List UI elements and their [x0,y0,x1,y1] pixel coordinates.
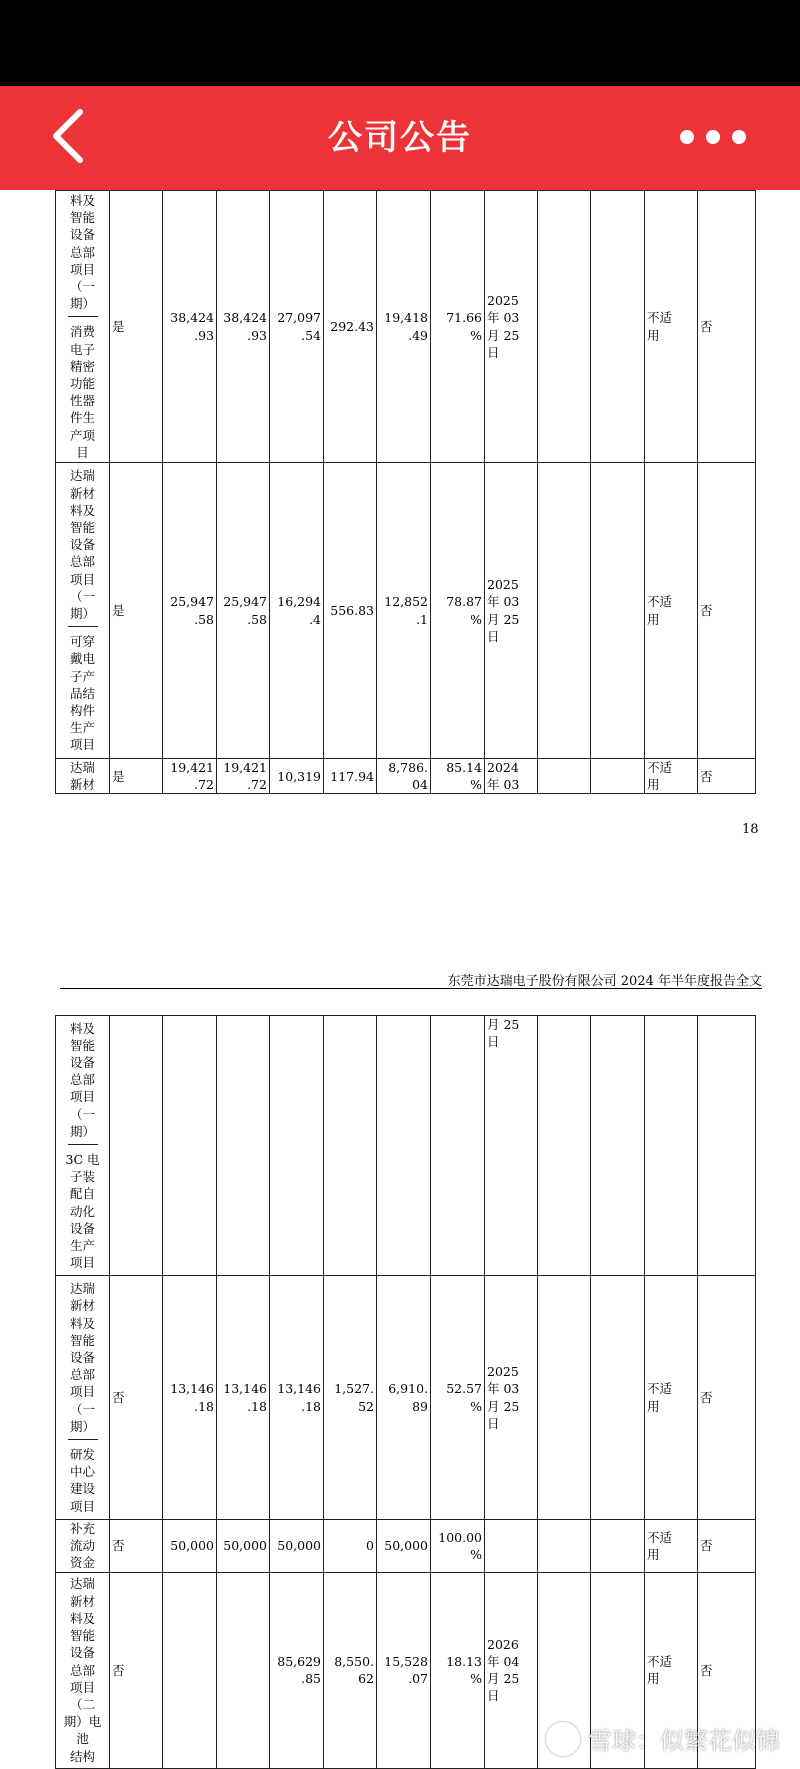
table-row [56,1016,756,1276]
feasibility-change: 否 [698,1520,756,1573]
period-invested: 0 [366,1538,374,1554]
period-amount: 10,319 [277,768,321,784]
empty-cell [538,463,591,759]
project-name-cell: 料及 智能 设备 总部 项目 （一 期） 3C 电 子装 配自 动化 设备 生产 项目 [56,1016,110,1276]
committed-amount: 50,000 [170,1538,214,1554]
empty-cell [591,1016,645,1276]
empty-cell [538,759,591,794]
empty-cell [591,1276,645,1520]
empty-cell [591,1520,645,1573]
empty-cell [377,1016,431,1276]
period-invested: 1,527. 52 [334,1381,374,1414]
period-amount: 13,146 .18 [277,1381,321,1414]
empty-cell [698,1016,756,1276]
table-row [56,1276,756,1520]
more-menu-button[interactable] [680,122,766,154]
period-invested: 292.43 [330,318,374,334]
empty-cell [270,1016,324,1276]
empty-cell [538,1520,591,1573]
empty-cell [591,463,645,759]
empty-cell [538,191,591,463]
committed-amount: 25,947 .58 [170,594,214,627]
progress-percent: 85.14 % [446,760,482,793]
not-applicable: 不适 用 [647,1529,673,1562]
empty-cell [163,1572,217,1768]
changed-cell: 否 [110,1276,163,1520]
period-amount: 85,629 .85 [277,1653,321,1687]
cumulative-amount: 12,852 .1 [384,594,428,627]
period-invested: 117.94 [330,768,374,784]
fund-usage-table-page1 [55,190,756,794]
status-bar [0,0,800,86]
changed-cell: 是 [110,759,163,794]
not-applicable: 不适 用 [647,310,673,343]
changed-cell: 是 [110,191,163,463]
ready-date: 2025 年 03 月 25 日 [487,577,520,644]
project-name-cell: 补充 流动 资金 [56,1520,110,1573]
adjusted-amount: 19,421 .72 [223,760,267,793]
adjusted-amount: 50,000 [223,1538,267,1554]
empty-cell [591,191,645,463]
empty-cell [485,1520,538,1573]
cumulative-amount: 15,528 .07 [384,1653,428,1687]
not-applicable: 不适 用 [647,1653,673,1687]
period-invested: 556.83 [330,602,374,618]
watermark [546,1721,780,1756]
empty-cell [217,1016,270,1276]
page-title: 公司公告 [328,118,472,158]
ready-date: 2024 年 03 [487,760,520,793]
period-amount: 27,097 .54 [277,310,321,343]
period-amount: 16,294 .4 [277,594,321,627]
project-name-cell: 达瑞 新材 [56,759,110,794]
empty-cell [431,1016,485,1276]
committed-amount: 38,424 .93 [170,310,214,343]
empty-cell [163,1016,217,1276]
cumulative-amount: 50,000 [384,1538,428,1554]
not-applicable: 不适 用 [647,1381,673,1414]
table-row [56,463,756,759]
empty-cell [591,759,645,794]
project-name-cell: 达瑞 新材 料及 智能 设备 总部 项目 （二 期）电池 结构 [56,1572,110,1768]
fund-usage-table-page2 [55,1015,756,1769]
project-name-cell: 达瑞 新材 料及 智能 设备 总部 项目 （一 期） 可穿 戴电 子产 品结 构件 生产 项目 [56,463,110,759]
feasibility-change: 否 [698,1276,756,1520]
ready-date: 2025 年 03 月 25 日 [487,1364,520,1431]
table-row [56,759,756,794]
feasibility-change: 否 [698,1572,756,1768]
report-header: 东莞市达瑞电子股份有限公司 2024 年半年度报告全文 [447,974,762,989]
changed-cell: 否 [110,1520,163,1573]
project-name-cell: 料及 智能 设备 总部 项目 （一 期） 消费 电子 精密 功能 性器 件生 产项 目 [56,191,110,463]
cumulative-amount: 8,786. 04 [388,760,428,793]
feasibility-change: 否 [698,191,756,463]
dot-icon [680,130,694,144]
progress-percent: 71.66 % [446,310,482,343]
not-applicable: 不适 用 [647,760,673,793]
ready-date: 月 25 日 [487,1017,520,1050]
header-divider [60,988,762,989]
page-number: 18 [742,822,759,837]
feasibility-change: 否 [698,463,756,759]
adjusted-amount: 38,424 .93 [223,310,267,343]
period-amount: 50,000 [277,1538,321,1554]
watermark-text: 雪球：似繁花似锦 [588,1727,780,1755]
project-name-cell: 达瑞 新材 料及 智能 设备 总部 项目 （一 期） 研发 中心 建设 项目 [56,1276,110,1520]
not-applicable: 不适 用 [647,594,673,627]
table-row [56,1520,756,1573]
progress-percent: 18.13 % [446,1653,482,1687]
progress-percent: 78.87 % [446,594,482,627]
empty-cell [217,1572,270,1768]
empty-cell [324,1016,377,1276]
dot-icon [732,130,746,144]
table-row [56,191,756,463]
empty-cell [645,1016,698,1276]
ready-date: 2025 年 03 月 25 日 [487,293,520,360]
changed-cell: 否 [110,1572,163,1768]
progress-percent: 100.00 % [438,1529,482,1562]
cumulative-amount: 6,910. 89 [388,1381,428,1414]
empty-cell [538,1276,591,1520]
empty-cell [538,1016,591,1276]
changed-cell: 是 [110,463,163,759]
ready-date: 2026 年 04 月 25 日 [487,1636,520,1704]
cumulative-amount: 19,418 .49 [384,310,428,343]
period-invested: 8,550. 62 [334,1653,374,1687]
app-header [0,86,800,190]
adjusted-amount: 13,146 .18 [223,1381,267,1414]
committed-amount: 13,146 .18 [170,1381,214,1414]
dot-icon [706,130,720,144]
feasibility-change: 否 [698,759,756,794]
empty-cell [110,1016,163,1276]
adjusted-amount: 25,947 .58 [223,594,267,627]
committed-amount: 19,421 .72 [170,760,214,793]
snowball-logo-icon [546,1722,580,1756]
progress-percent: 52.57 % [446,1381,482,1414]
